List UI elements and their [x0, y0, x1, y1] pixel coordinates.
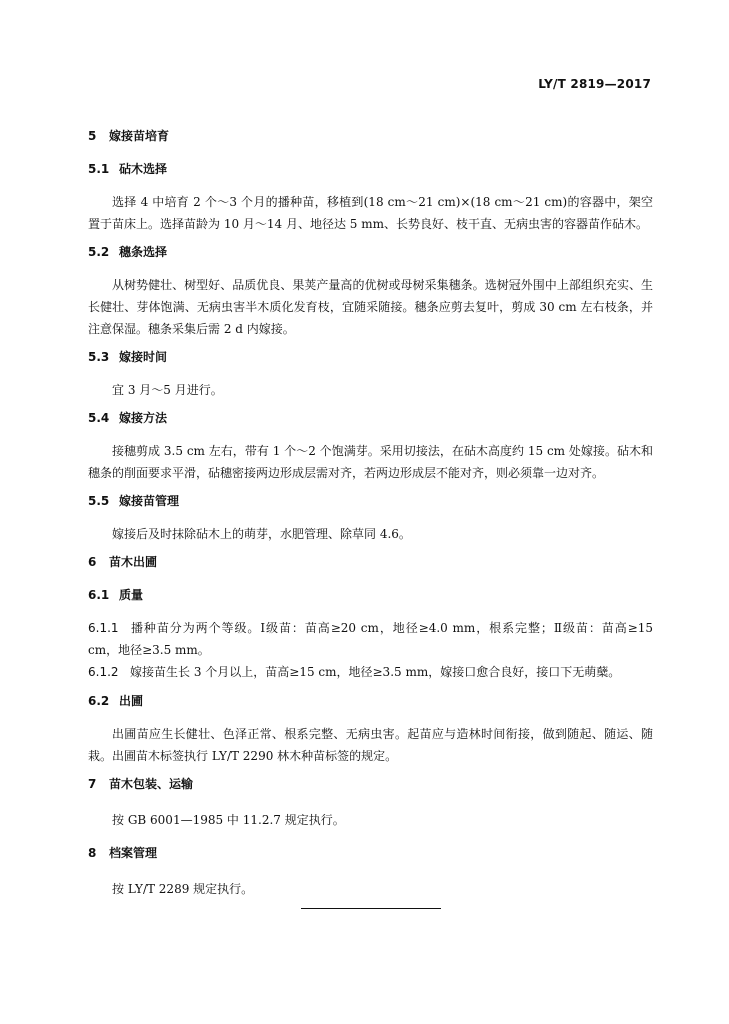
section-title: 嫁接苗培育	[109, 129, 170, 143]
section-6-heading	[88, 554, 653, 570]
section-number: 6.2	[88, 694, 110, 708]
section-6-1-heading	[88, 587, 653, 603]
section-number: 8	[88, 846, 97, 860]
section-6-2-heading	[88, 693, 653, 709]
clause-number: 6.1.2	[88, 665, 119, 679]
section-number: 5	[88, 129, 97, 143]
section-title: 档案管理	[109, 846, 158, 860]
section-number: 6.1	[88, 588, 110, 602]
clause-text: 嫁接苗生长 3 个月以上，苗高≥15 cm，地径≥3.5 mm，嫁接口愈合良好，接口下无萌蘖。	[130, 665, 621, 679]
section-title: 出圃	[119, 694, 144, 708]
clause-6-1-2	[88, 661, 653, 683]
clause-number: 6.1.1	[88, 621, 119, 635]
section-number: 5.3	[88, 350, 110, 364]
document-body	[88, 128, 653, 909]
section-number: 7	[88, 777, 97, 791]
section-5-2-heading	[88, 244, 653, 260]
section-7-heading	[88, 776, 653, 792]
section-5-4-text: 接穗剪成 3.5 cm 左右，带有 1 个～2 个饱满芽。采用切接法，在砧木高度约 15 cm 处嫁接。砧木和穗条的削面要求平滑，砧穗密接两边形成层需对齐，若两边形成层不能对齐，则必须靠一边对齐。	[88, 444, 653, 480]
section-5-4-heading	[88, 410, 653, 426]
section-8-text: 按 LY/T 2289 规定执行。	[112, 882, 254, 896]
section-5-3-text: 宜 3 月～5 月进行。	[112, 383, 223, 397]
standard-code: LY/T 2819—2017	[538, 77, 651, 91]
clause-6-1-1	[88, 617, 653, 661]
section-title: 嫁接方法	[119, 411, 168, 425]
section-title: 嫁接时间	[119, 350, 168, 364]
section-7-text: 按 GB 6001—1985 中 11.2.7 规定执行。	[112, 813, 345, 827]
section-5-heading	[88, 128, 653, 144]
section-title: 砧木选择	[119, 162, 168, 176]
section-5-2-text: 从树势健壮、树型好、品质优良、果荚产量高的优树或母树采集穗条。选树冠外围中上部组织充实、生长健壮、芽体饱满、无病虫害半木质化发育枝，宜随采随接。穗条应剪去复叶，剪成 30 cm 左右枝条，并注意保湿。穗条采集后需 2 d 内嫁接。	[88, 278, 653, 336]
section-title: 质量	[119, 588, 144, 602]
end-of-document-line	[301, 908, 441, 909]
section-number: 5.1	[88, 162, 110, 176]
section-title: 穗条选择	[119, 245, 168, 259]
section-number: 5.4	[88, 411, 110, 425]
section-number: 5.2	[88, 245, 110, 259]
section-8-heading	[88, 845, 653, 861]
section-number: 5.5	[88, 494, 110, 508]
section-title: 苗木包装、运输	[109, 777, 194, 791]
section-title: 苗木出圃	[109, 555, 158, 569]
clause-text: 播种苗分为两个等级。Ⅰ级苗：苗高≥20 cm，地径≥4.0 mm，根系完整；Ⅱ级苗：苗高≥15 cm，地径≥3.5 mm。	[88, 621, 653, 657]
section-5-3-heading	[88, 349, 653, 365]
section-5-1-heading	[88, 161, 653, 177]
section-5-5-text: 嫁接后及时抹除砧木上的萌芽，水肥管理、除草同 4.6。	[112, 527, 411, 541]
section-6-2-text: 出圃苗应生长健壮、色泽正常、根系完整、无病虫害。起苗应与造林时间衔接，做到随起、随运、随栽。出圃苗木标签执行 LY/T 2290 林木种苗标签的规定。	[88, 727, 653, 763]
section-5-5-heading	[88, 493, 653, 509]
section-5-1-text: 选择 4 中培育 2 个～3 个月的播种苗，移植到(18 cm～21 cm)×(18 cm～21 cm)的容器中，架空置于苗床上。选择苗龄为 10 月～14 月、地径达 5 mm、长势良好、枝干直、无病虫害的容器苗作砧木。	[88, 195, 653, 231]
section-number: 6	[88, 555, 97, 569]
section-title: 嫁接苗管理	[119, 494, 180, 508]
